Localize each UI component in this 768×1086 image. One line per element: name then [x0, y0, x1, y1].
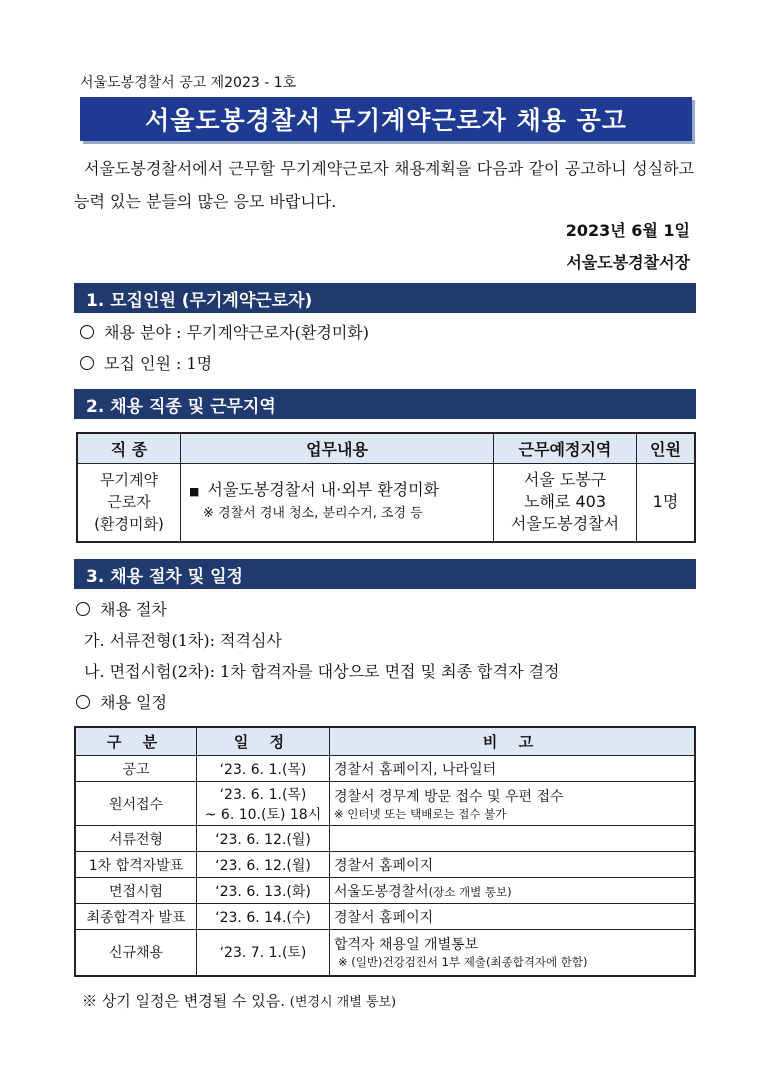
- table-row: [75, 852, 695, 878]
- job-type-line: 무기계약: [100, 471, 158, 490]
- job-header-count: 인원: [637, 433, 696, 464]
- schedule-date: ‘23. 6. 13.(화): [197, 878, 330, 904]
- footnote-text: ※ 상기 일정은 변경될 수 있음.: [82, 992, 285, 1010]
- job-header-location: 근무예정지역: [494, 433, 637, 464]
- duty-main-text: 서울도봉경찰서 내·외부 환경미화: [207, 480, 440, 500]
- schedule-note: 경찰서 홈페이지, 나라일터: [330, 756, 696, 782]
- schedule-category: 원서접수: [75, 782, 197, 826]
- schedule-date: ‘23. 6. 12.(월): [197, 826, 330, 852]
- notice-date: 2023년 6월 1일: [565, 221, 690, 240]
- table-row: [77, 464, 695, 542]
- recruit-field-line: [80, 320, 369, 343]
- schedule-note-cell: [330, 930, 696, 976]
- notice-number: 서울도봉경찰서 공고 제2023 - 1호: [80, 75, 297, 91]
- table-row: [75, 930, 695, 976]
- schedule-category: 서류전형: [75, 826, 197, 852]
- section2-header: 2. 채용 직종 및 근무지역: [74, 389, 696, 419]
- schedule-note: [330, 826, 696, 852]
- square-bullet-icon: ■: [189, 485, 200, 499]
- circle-bullet-icon: [76, 602, 90, 616]
- schedule-header-note: 비 고: [330, 727, 696, 756]
- schedule-date: ‘23. 6. 12.(월): [197, 852, 330, 878]
- recruit-field-text: 채용 분야 : 무기계약근로자(환경미화): [104, 323, 369, 342]
- count-cell: 1명: [637, 464, 696, 542]
- procedure-label: 채용 절차: [100, 600, 167, 619]
- footnote: [82, 990, 396, 1011]
- step1: 가. 서류전형(1차): 적격심사: [84, 631, 282, 650]
- schedule-header-date: 일 정: [197, 727, 330, 756]
- schedule-date-end: ~ 6. 10.(토) 18시: [204, 806, 322, 823]
- issuer: 서울도봉경찰서장: [566, 253, 690, 272]
- schedule-date-cell: [197, 782, 330, 826]
- schedule-date: ‘23. 6. 1.(목): [219, 786, 307, 803]
- location-line: 서울 도봉구: [523, 470, 607, 490]
- job-type-line: 근로자: [107, 493, 151, 512]
- duty-note: ※ 경찰서 경내 청소, 분리수거, 조경 등: [203, 506, 423, 522]
- footnote-small: (변경시 개별 통보): [289, 995, 397, 1010]
- schedule-category: 신규채용: [75, 930, 197, 976]
- schedule-category: 공고: [75, 756, 197, 782]
- schedule-label: 채용 일정: [100, 693, 167, 712]
- schedule-category: 면접시험: [75, 878, 197, 904]
- circle-bullet-icon: [80, 356, 94, 370]
- schedule-note: 경찰서 경무계 방문 접수 및 우편 접수: [334, 788, 564, 805]
- table-row: [75, 782, 695, 826]
- schedule-table-header: [75, 727, 695, 756]
- job-header-type: 직 종: [77, 433, 181, 464]
- circle-bullet-icon: [80, 325, 94, 339]
- step2: 나. 면접시험(2차): 1차 합격자를 대상으로 면접 및 최종 합격자 결정: [84, 662, 560, 681]
- intro-paragraph: 서울도봉경찰서에서 근무할 무기계약근로자 채용계획을 다음과 같이 공고하니 성실하고 능력 있는 분들의 많은 응모 바랍니다.: [74, 159, 694, 211]
- schedule-note-cell: [330, 782, 696, 826]
- schedule-subnote: ※ (일반)건강검진서 1부 제출(최종합격자에 한함): [338, 955, 588, 970]
- location-cell: [494, 464, 637, 542]
- recruit-count-text: 모집 인원 : 1명: [104, 354, 213, 373]
- job-type-line: (환경미화): [94, 515, 164, 534]
- job-header-duty: 업무내용: [181, 433, 494, 464]
- job-type-cell: [77, 464, 181, 542]
- schedule-note: 경찰서 홈페이지: [330, 904, 696, 930]
- duty-main: [189, 479, 492, 503]
- procedure-line: [76, 597, 167, 620]
- schedule-note-small: (장소 개별 통보): [428, 884, 512, 899]
- circle-bullet-icon: [76, 695, 90, 709]
- section1-header: 1. 모집인원 (무기계약근로자): [74, 283, 696, 313]
- schedule-category: 최종합격자 발표: [75, 904, 197, 930]
- location-line: 노해로 403: [524, 492, 606, 512]
- table-row: [75, 904, 695, 930]
- table-row: [75, 756, 695, 782]
- schedule-note: 경찰서 홈페이지: [330, 852, 696, 878]
- schedule-header-category: 구 분: [75, 727, 197, 756]
- table-row: [75, 826, 695, 852]
- duty-cell: [181, 464, 494, 542]
- schedule-subnote: ※ 인터넷 또는 택배로는 접수 불가: [334, 806, 507, 821]
- table-row: [75, 878, 695, 904]
- schedule-date: ‘23. 7. 1.(토): [197, 930, 330, 976]
- schedule-category: 1차 합격자발표: [75, 852, 197, 878]
- job-table-header: [77, 433, 695, 464]
- schedule-line: [76, 690, 167, 713]
- schedule-note-cell: [330, 878, 696, 904]
- recruit-count-line: [80, 351, 212, 374]
- section3-header: 3. 채용 절차 및 일정: [74, 559, 696, 589]
- page-title: 서울도봉경찰서 무기계약근로자 채용 공고: [80, 97, 692, 141]
- schedule-note: 서울도봉경찰서: [334, 883, 429, 900]
- location-line: 서울도봉경찰서: [510, 514, 620, 534]
- schedule-date: ‘23. 6. 1.(목): [197, 756, 330, 782]
- schedule-date: ‘23. 6. 14.(수): [197, 904, 330, 930]
- schedule-table: [74, 726, 696, 977]
- job-table: [76, 432, 696, 543]
- schedule-note: 합격자 채용일 개별통보: [334, 937, 479, 954]
